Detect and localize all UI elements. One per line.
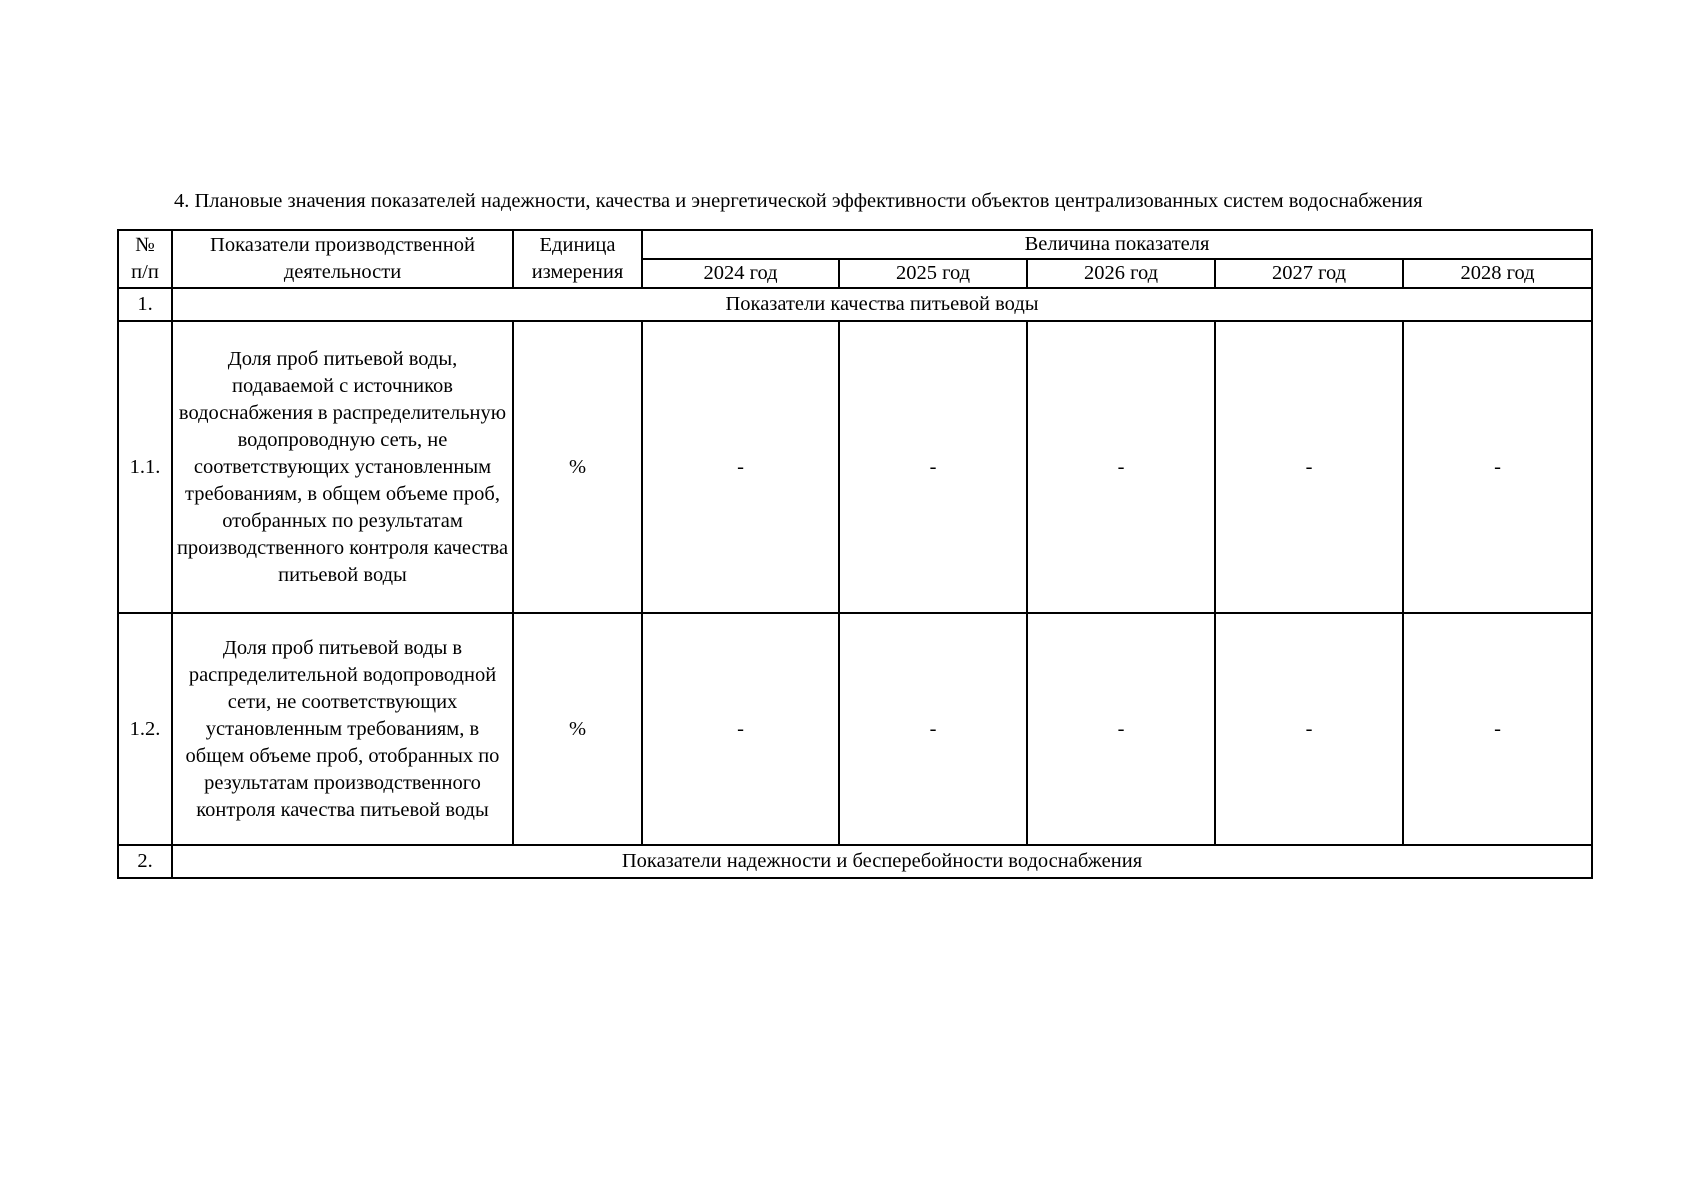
header-number-sublabel: п/п	[131, 261, 159, 283]
indicator-name: Доля проб питьевой воды в распределительной водопроводной сети, не соответствующих установленным требованиям, в общем объеме проб, отобранных по результатам производственного контроля качества питьевой воды	[172, 613, 513, 845]
section-title: Показатели надежности и бесперебойности водоснабжения	[172, 845, 1592, 878]
table-row	[118, 321, 1592, 613]
row-number: 1.2.	[118, 613, 172, 845]
value-cell: -	[1403, 613, 1592, 845]
header-number-cell	[118, 230, 172, 288]
row-number: 1.1.	[118, 321, 172, 613]
header-unit-sublabel: измерения	[531, 261, 624, 283]
indicators-table	[117, 229, 1593, 879]
header-indicator-cell	[172, 230, 513, 288]
value-cell: -	[839, 613, 1027, 845]
header-indicator-label: Показатели производственной	[210, 234, 475, 256]
header-year: 2025 год	[839, 259, 1027, 288]
table-row	[118, 613, 1592, 845]
section-row	[118, 288, 1592, 321]
value-cell: -	[1215, 321, 1403, 613]
header-unit-cell	[513, 230, 642, 288]
page-title: 4. Плановые значения показателей надежности, качества и энергетической эффективности объектов централизованных систем водоснабжения	[174, 190, 1423, 212]
section-row	[118, 845, 1592, 878]
section-title: Показатели качества питьевой воды	[172, 288, 1592, 321]
value-cell: -	[1027, 321, 1215, 613]
header-year: 2028 год	[1403, 259, 1592, 288]
header-indicator-sublabel: деятельности	[283, 261, 402, 283]
value-cell: -	[839, 321, 1027, 613]
header-unit-label: Единица	[539, 234, 616, 256]
value-cell: -	[642, 321, 839, 613]
header-value-group: Величина показателя	[642, 230, 1592, 259]
unit-cell: %	[513, 613, 642, 845]
value-cell: -	[642, 613, 839, 845]
header-year: 2027 год	[1215, 259, 1403, 288]
section-number: 1.	[118, 288, 172, 321]
header-number-label: №	[135, 234, 155, 256]
section-number: 2.	[118, 845, 172, 878]
value-cell: -	[1215, 613, 1403, 845]
value-cell: -	[1027, 613, 1215, 845]
indicator-name: Доля проб питьевой воды, подаваемой с источников водоснабжения в распределительную водопроводную сеть, не соответствующих установленным требованиям, в общем объеме проб, отобранных по результатам производственного контроля качества питьевой воды	[172, 321, 513, 613]
header-row	[118, 230, 1592, 259]
unit-cell: %	[513, 321, 642, 613]
header-year: 2024 год	[642, 259, 839, 288]
header-year: 2026 год	[1027, 259, 1215, 288]
value-cell: -	[1403, 321, 1592, 613]
